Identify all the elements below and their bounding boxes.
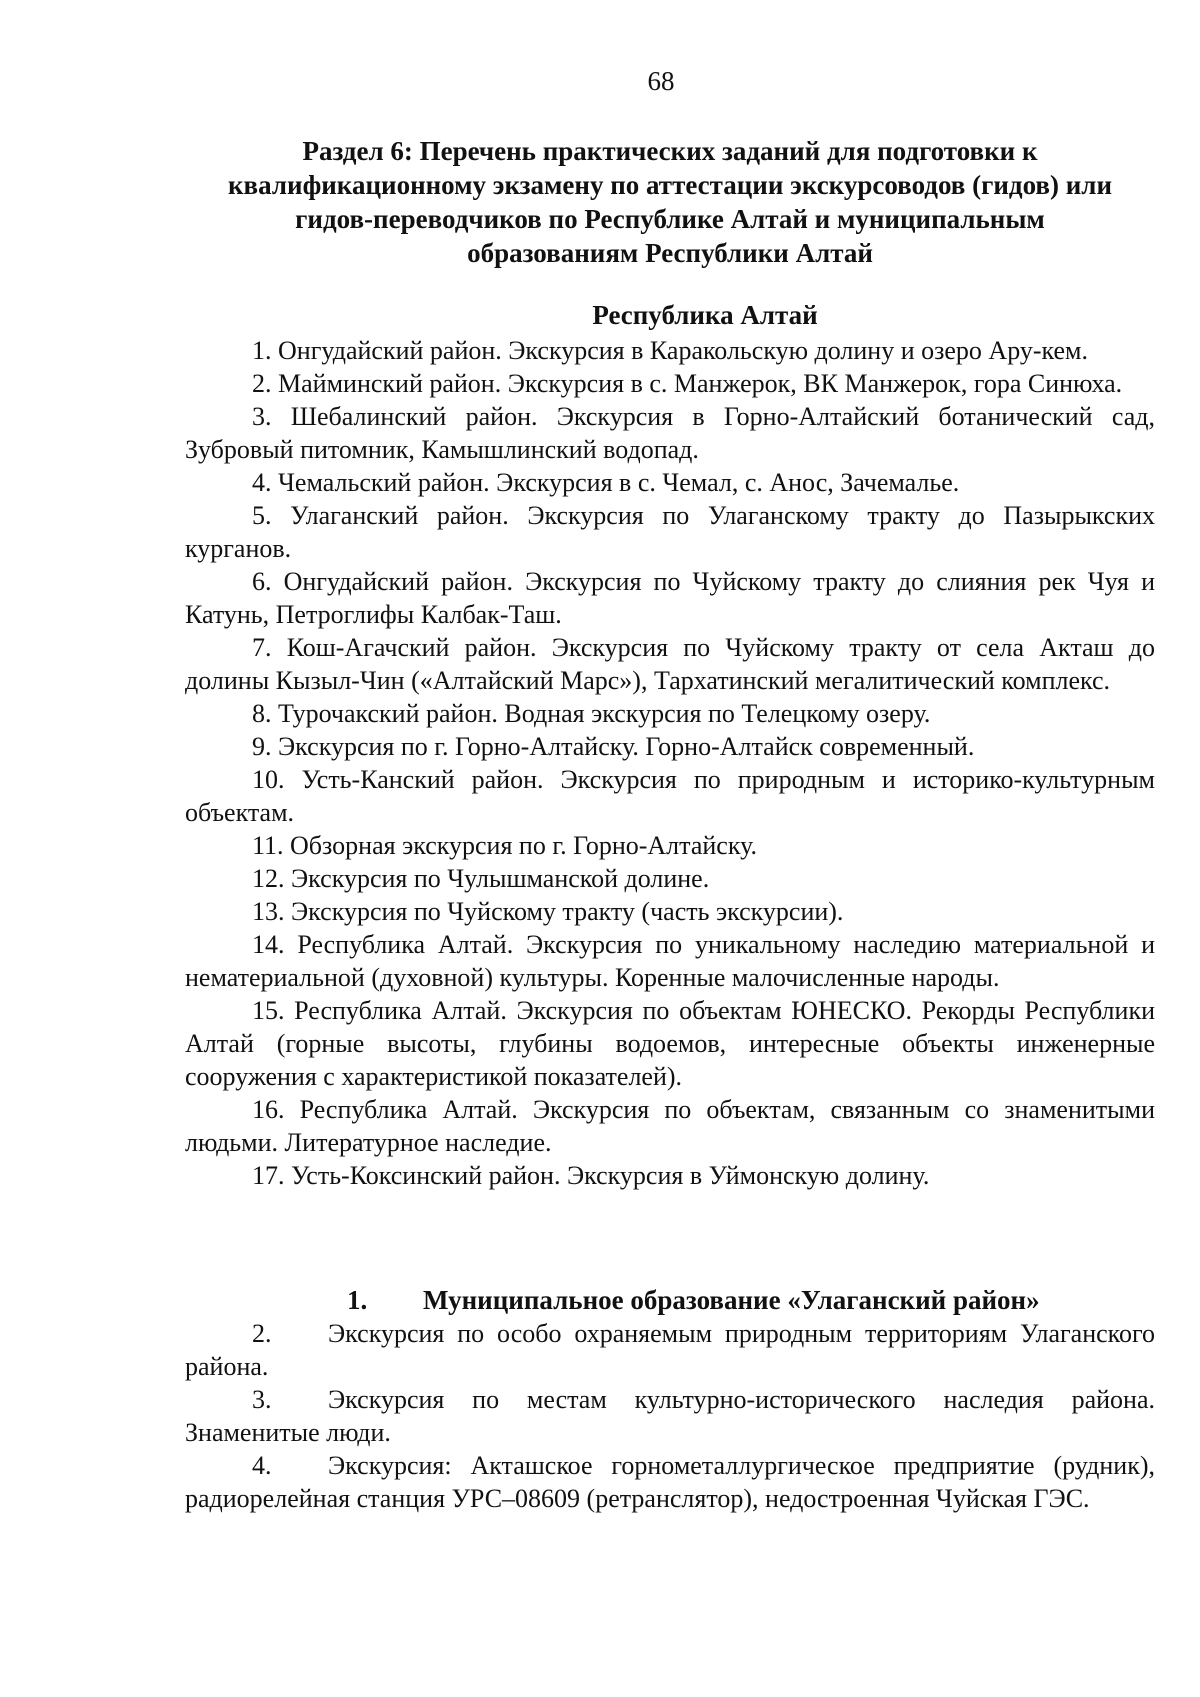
list-item-number: 2. [252,1319,272,1348]
municipality-heading-number: 1. [347,1285,368,1315]
municipality-excursion-list [185,1317,1155,1515]
section-title-line: гидов-переводчиков по Республике Алтай и муниципальным [295,204,1045,234]
list-item: 7. Кош-Агачский район. Экскурсия по Чуйскому тракту от села Акташ до долины Кызыл-Чин («Алтайский Марс»), Тархатинский мегалитический комплекс. [185,633,1155,695]
list-item: 5. Улаганский район. Экскурсия по Улаганскому тракту до Пазырыкских курганов. [185,501,1155,563]
section-title-line: Раздел 6: Перечень практических заданий для подготовки к [302,136,1038,166]
list-item: 15. Республика Алтай. Экскурсия по объектам ЮНЕСКО. Рекорды Республики Алтай (горные высоты, глубины водоемов, интересные объекты инженерные сооружения с характеристикой показателей). [185,996,1155,1091]
list-item: 4. Чемальский район. Экскурсия в с. Чемал, с. Анос, Зачемалье. [252,468,960,497]
section-title-line: квалификационному экзамену по аттестации экскурсоводов (гидов) или [227,170,1112,200]
list-item: 11. Обзорная экскурсия по г. Горно-Алтайску. [252,831,757,860]
list-item-text: Экскурсия: Акташское горнометаллургическое предприятие (рудник), радиорелейная станция УРС–08609 (ретранслятор), недостроенная Чуйская ГЭС. [185,1451,1155,1513]
municipality-heading-text: Муниципальное образование «Улаганский район» [423,1285,1040,1315]
list-item-number: 3. [252,1385,272,1414]
republic-excursion-list [185,334,1155,1192]
list-item: 16. Республика Алтай. Экскурсия по объектам, связанным со знаменитыми людьми. Литературное наследие. [185,1095,1155,1157]
list-item-number: 4. [252,1451,272,1480]
list-item: 10. Усть-Канский район. Экскурсия по природным и историко-культурным объектам. [185,765,1155,827]
list-item: 17. Усть-Коксинский район. Экскурсия в Уймонскую долину. [252,1161,930,1190]
list-item: 12. Экскурсия по Чулышманской долине. [252,864,710,893]
municipality-heading [185,1283,1155,1317]
page-number: 68 [647,66,675,96]
list-item: 14. Республика Алтай. Экскурсия по уникальному наследию материальной и нематериальной (духовной) культуры. Коренные малочисленные народы. [185,930,1155,992]
section-title [185,134,1155,270]
list-item: 9. Экскурсия по г. Горно-Алтайску. Горно-Алтайск современный. [252,732,975,761]
list-item-text: Экскурсия по особо охраняемым природным территориям Улаганского района. [185,1319,1155,1381]
list-item: 6. Онгудайский район. Экскурсия по Чуйскому тракту до слияния рек Чуя и Катунь, Петроглифы Калбак-Таш. [185,567,1155,629]
list-item: 1. Онгудайский район. Экскурсия в Каракольскую долину и озеро Ару-кем. [252,336,1088,365]
list-item [185,1317,1155,1383]
list-item [185,1383,1155,1449]
section-title-line: образованиям Республики Алтай [467,238,873,268]
list-item-text: Экскурсия по местам культурно-исторического наследия района. Знаменитые люди. [185,1385,1155,1447]
republic-heading: Республика Алтай [592,300,818,330]
list-item: 13. Экскурсия по Чуйскому тракту (часть экскурсии). [252,897,844,926]
list-item: 3. Шебалинский район. Экскурсия в Горно-Алтайский ботанический сад, Зубровый питомник, Камышлинский водопад. [185,402,1155,464]
list-item [185,1449,1155,1515]
list-item: 2. Майминский район. Экскурсия в с. Манжерок, ВК Манжерок, гора Синюха. [252,369,1123,398]
list-item: 8. Турочакский район. Водная экскурсия по Телецкому озеру. [252,699,931,728]
